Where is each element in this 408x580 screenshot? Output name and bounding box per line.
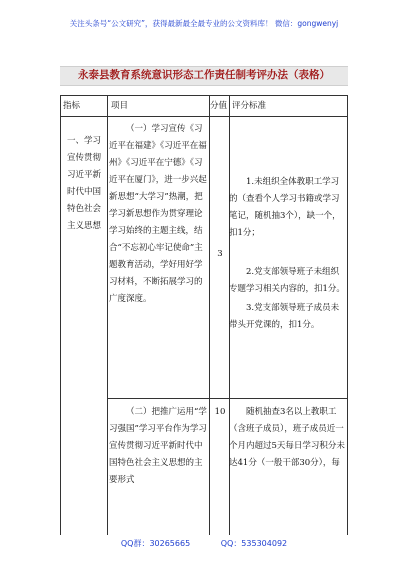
header-indicator: 指标: [63, 101, 81, 111]
header-criteria: 评分标准: [232, 101, 267, 111]
document-title: 永泰县教育系统意识形态工作责任制考评办法（表格）: [78, 69, 330, 81]
item-cell-2: （二）把推广运用“学习强国”学习平台作为学习宣传贯彻习近平新时代中国特色社会主义思想的主要形式: [109, 407, 207, 485]
score-cell-1: 3: [217, 249, 223, 259]
header-score: 分值: [210, 101, 228, 111]
criteria-cell-1b: 2.党支部领导班子未组织专题学习相关内容的，扣1分。: [229, 267, 345, 294]
row-divider: [107, 398, 347, 399]
criteria-cell-1a: 1.未组织全体教职工学习的（查看个人学习书籍或学习笔记，随机抽3个），缺一个，扣1分；: [229, 177, 341, 238]
qq-label: QQ：535304092: [220, 539, 288, 548]
indicator-cell: 一、学习宣传贯彻习近平新时代中国特色社会主义思想: [66, 136, 101, 231]
evaluation-table: [60, 95, 348, 535]
qq-group-label: QQ群：30265665: [120, 539, 191, 548]
header-banner: 关注头条号“公文研究”，获得最新最全最专业的公文资料库！ 微信：gongwenyj: [69, 19, 339, 28]
criteria-cell-2: 随机抽查3名以上教职工（含班子成员），班子成员近一个月内超过5天每日学习积分未达41分（一般干部30分），每: [229, 407, 345, 468]
header-item: 项目: [111, 101, 129, 111]
footer-contact: [0, 538, 408, 549]
score-cell-2: 10: [214, 407, 226, 417]
header-divider: [61, 116, 347, 117]
item-cell-1: （一）学习宣传《习近平在福建》《习近平在福州》《习近平在宁德》《习近平在厦门》，进一步兴起新思想“大学习”热潮，把学习新思想作为贯穿理论学习始终的主题主线，结合“不忘初心牢记使命”主题教育活动，学好用好学习材料，不断拓展学习的广度深度。: [109, 124, 207, 304]
column-divider: [209, 96, 210, 535]
column-divider: [107, 96, 108, 535]
criteria-cell-1c: 3.党支部领导班子成员未带头开党课的，扣1分。: [229, 303, 340, 330]
